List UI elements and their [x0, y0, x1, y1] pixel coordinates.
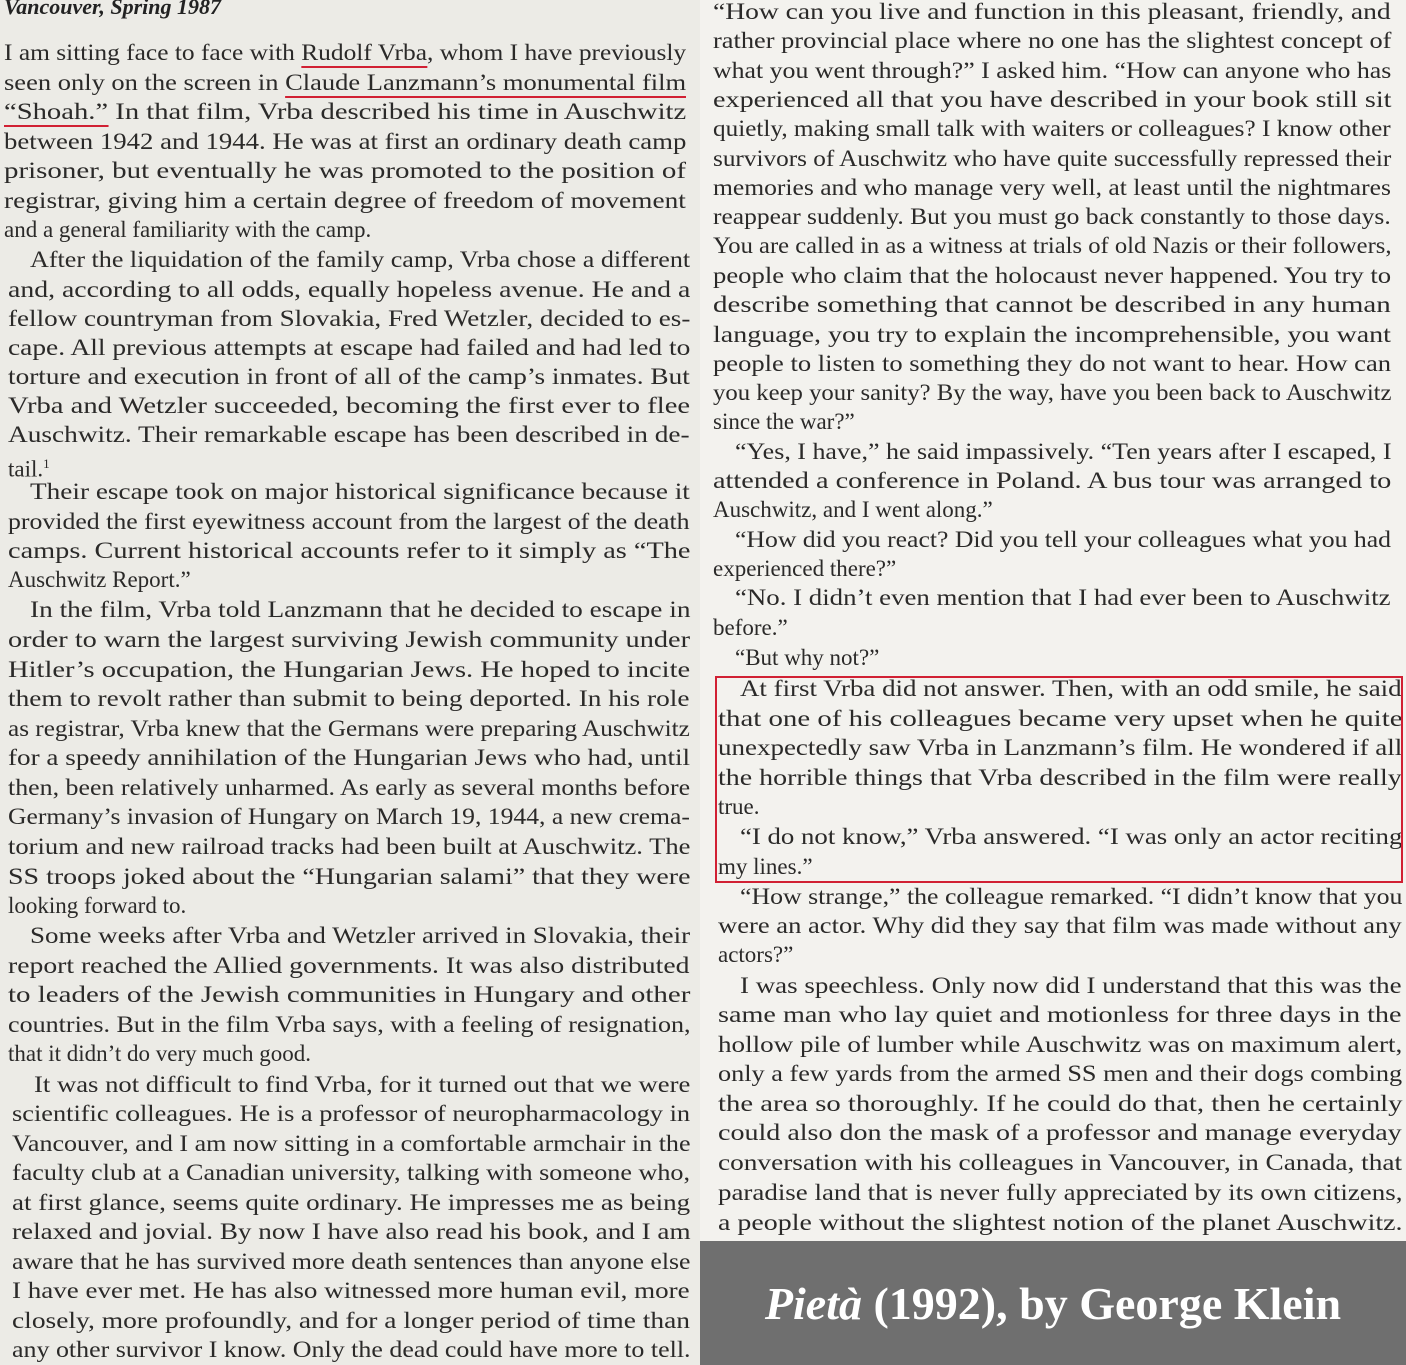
- text-line: [718, 704, 1403, 733]
- text-line: [713, 202, 1391, 231]
- text-segment: as registrar, Vrba knew that the Germans were preparing Auschwitz: [8, 716, 690, 741]
- text-segment: Vancouver, and I am now sitting in a comfortable armchair in the: [12, 1131, 691, 1156]
- section-heading: Vancouver, Spring 1987: [4, 0, 221, 19]
- text-line: [713, 231, 1392, 260]
- text-segment: “How did you react? Did you tell your colleagues what you had: [735, 527, 1391, 552]
- text-line: [8, 891, 186, 920]
- text-segment: At first Vrba did not answer. Then, with an odd smile, he said: [740, 676, 1402, 701]
- caption-title: Pietà: [764, 1277, 862, 1329]
- text-line: [713, 26, 1391, 55]
- text-segment: In the film, Vrba told Lanzmann that he decided to escape in: [30, 597, 691, 622]
- text-line: [4, 68, 686, 97]
- text-segment: hollow pile of lumber while Auschwitz was on maximum alert,: [718, 1032, 1403, 1057]
- text-segment: prisoner, but eventually he was promoted to the position of: [4, 158, 687, 183]
- text-line: [713, 0, 1391, 26]
- text-line: [740, 674, 1402, 703]
- text-segment: before.”: [713, 615, 788, 640]
- text-line: [718, 1148, 1402, 1177]
- text-line: [12, 1335, 691, 1364]
- text-segment: conversation with his colleagues in Vancouver, in Canada, that: [718, 1150, 1403, 1175]
- text-line: [8, 655, 690, 684]
- text-line: [12, 1217, 691, 1246]
- text-line: [12, 1129, 690, 1158]
- text-segment: registrar, giving him a certain degree of freedom of movement: [4, 188, 686, 213]
- text-segment: “No. I didn’t even mention that I had ever been to Auschwitz: [735, 585, 1391, 610]
- footnote-marker: 1: [43, 456, 50, 471]
- text-line: [713, 495, 993, 524]
- text-segment: After the liquidation of the family camp, Vrba chose a different: [30, 247, 691, 272]
- text-segment: “But why not?”: [735, 645, 880, 670]
- text-line: [8, 625, 690, 654]
- text-line: [718, 940, 793, 969]
- text-line: [718, 852, 813, 881]
- text-segment: Vrba and Wetzler succeeded, becoming the first ever to flee: [8, 393, 691, 418]
- text-segment: the area so thoroughly. If he could do that, then he certainly: [718, 1091, 1403, 1116]
- text-line: [8, 420, 690, 449]
- text-segment: were an actor. Why did they say that film was made without any: [718, 913, 1402, 938]
- text-segment: scientific colleagues. He is a professor of neuropharmacology in: [12, 1101, 691, 1126]
- text-line: [30, 921, 690, 950]
- text-segment: for a speedy annihilation of the Hungarian Jews who had, until: [8, 745, 691, 770]
- text-line: [713, 349, 1391, 378]
- text-line: [4, 156, 686, 185]
- text-segment: “I do not know,” Vrba answered. “I was only an actor reciting: [740, 824, 1403, 849]
- text-line: [8, 1010, 691, 1039]
- text-line: [735, 583, 1391, 612]
- text-segment: and a general familiarity with the camp.: [4, 217, 372, 242]
- caption-banner: [700, 1241, 1406, 1365]
- text-line: [713, 407, 855, 436]
- text-line: [735, 437, 1392, 466]
- text-line: [8, 743, 690, 772]
- text-segment: between 1942 and 1944. He was at first an ordinary death camp: [4, 129, 687, 154]
- text-line: [4, 127, 686, 156]
- text-line: [713, 114, 1391, 143]
- text-line: [740, 971, 1402, 1000]
- text-segment: You are called in as a witness at trials of old Nazis or their followers,: [713, 233, 1392, 258]
- text-segment: , whom I have previously: [427, 40, 687, 65]
- text-line: [718, 733, 1402, 762]
- text-line: [713, 85, 1391, 114]
- text-line: [34, 1070, 690, 1099]
- text-segment: language, you try to explain the incomprehensible, you want: [713, 322, 1391, 347]
- text-segment: experienced all that you have described in your book still sit: [713, 87, 1392, 112]
- text-segment: same man who lay quiet and motionless for three days in the: [718, 1002, 1402, 1027]
- text-line: [713, 466, 1391, 495]
- text-line: [8, 714, 690, 743]
- caption-text: [765, 1277, 1341, 1330]
- text-segment: Auschwitz Report.”: [8, 567, 191, 592]
- text-segment: tail.: [8, 456, 44, 482]
- text-segment: people who claim that the holocaust never happened. You try to: [713, 263, 1392, 288]
- underlined-phrase: “Shoah.”: [4, 99, 108, 127]
- text-line: [8, 391, 690, 420]
- text-segment: looking forward to.: [8, 893, 187, 918]
- text-line: [12, 1306, 690, 1335]
- text-line: [12, 1188, 690, 1217]
- text-segment: memories and who manage very well, at least until the nightmares: [713, 175, 1391, 200]
- text-line: [30, 595, 690, 624]
- text-segment: Hitler’s occupation, the Hungarian Jews. He hoped to incite: [8, 657, 691, 682]
- text-segment: what you went through?” I asked him. “How can anyone who has: [713, 58, 1392, 83]
- text-line: [30, 477, 690, 506]
- text-segment: you keep your sanity? By the way, have you been back to Auschwitz: [713, 380, 1392, 405]
- text-line: [12, 1247, 690, 1276]
- text-segment: attended a conference in Poland. A bus tour was arranged to: [713, 468, 1392, 493]
- text-line: [740, 822, 1402, 851]
- text-line: [8, 832, 690, 861]
- text-segment: I am sitting face to face with: [4, 40, 302, 65]
- text-line: [713, 378, 1392, 407]
- text-segment: unexpectedly saw Vrba in Lanzmann’s film. He wondered if all: [718, 735, 1403, 760]
- text-line: [8, 449, 50, 482]
- text-line: [8, 565, 191, 594]
- text-line: [713, 613, 788, 642]
- text-line: [713, 261, 1391, 290]
- text-segment: and, according to all odds, equally hopeless avenue. He and a: [8, 277, 691, 302]
- text-segment: the horrible things that Vrba described in the film were really: [718, 765, 1402, 790]
- text-line: [718, 792, 760, 821]
- text-segment: “How can you live and function in this pleasant, friendly, and: [713, 0, 1391, 24]
- text-segment: aware that he has survived more death sentences than anyone else: [12, 1249, 691, 1274]
- text-line: [740, 882, 1402, 911]
- text-line: [4, 38, 686, 67]
- underlined-phrase: Claude Lanzmann’s monumental film: [285, 70, 686, 98]
- text-segment: torture and execution in front of all of the camp’s inmates. But: [8, 364, 690, 389]
- text-segment: Germany’s invasion of Hungary on March 19, 1944, a new crema-: [8, 804, 690, 829]
- text-segment: at first glance, seems quite ordinary. He impresses me as being: [12, 1190, 691, 1215]
- text-line: [735, 525, 1391, 554]
- text-line: [713, 56, 1391, 85]
- text-segment: fellow countryman from Slovakia, Fred Wetzler, decided to es-: [8, 306, 691, 331]
- text-segment: survivors of Auschwitz who have quite successfully repressed their: [713, 146, 1392, 171]
- text-segment: Their escape took on major historical significance because it: [30, 479, 690, 504]
- text-segment: quietly, making small talk with waiters or colleagues? I know other: [713, 116, 1391, 141]
- text-segment: relaxed and jovial. By now I have also read his book, and I am: [12, 1219, 691, 1244]
- text-line: [8, 773, 690, 802]
- text-line: [8, 862, 691, 891]
- text-line: [718, 911, 1402, 940]
- text-line: [8, 684, 690, 713]
- text-segment: that one of his colleagues became very upset when he quite: [718, 706, 1403, 731]
- text-line: [8, 980, 690, 1009]
- text-line: [713, 554, 896, 583]
- text-segment: order to warn the largest surviving Jewish community under: [8, 627, 691, 652]
- text-segment: provided the first eyewitness account from the largest of the death: [8, 509, 690, 534]
- text-line: [12, 1158, 690, 1187]
- text-segment: people to listen to something they do not want to hear. How can: [713, 351, 1392, 376]
- text-segment: actors?”: [718, 942, 794, 967]
- caption-rest: (1992), by George Klein: [861, 1277, 1342, 1329]
- text-segment: faculty club at a Canadian university, talking with someone who,: [12, 1160, 691, 1185]
- text-segment: Auschwitz, and I went along.”: [713, 497, 993, 522]
- text-line: [713, 173, 1391, 202]
- text-segment: only a few yards from the armed SS men and their dogs combing: [718, 1061, 1403, 1086]
- text-segment: report reached the Allied governments. It was also distributed: [8, 953, 690, 978]
- text-segment: them to revolt rather than submit to being deported. In his role: [8, 686, 690, 711]
- text-line: [718, 1208, 1402, 1237]
- text-segment: since the war?”: [713, 409, 855, 434]
- text-line: [718, 1178, 1402, 1207]
- text-segment: closely, more profoundly, and for a longer period of time than: [12, 1308, 691, 1333]
- text-line: [12, 1276, 690, 1305]
- text-segment: could also don the mask of a professor and manage everyday: [718, 1120, 1402, 1145]
- text-segment: I have ever met. He has also witnessed more human evil, more: [12, 1278, 690, 1303]
- text-line: [735, 643, 879, 672]
- text-segment: In that film, Vrba described his time in Auschwitz: [108, 99, 687, 124]
- text-line: [718, 1089, 1403, 1118]
- text-segment: my lines.”: [718, 854, 813, 879]
- text-line: [718, 763, 1402, 792]
- text-segment: experienced there?”: [713, 556, 897, 581]
- text-segment: I was speechless. Only now did I understand that this was the: [740, 973, 1402, 998]
- text-segment: Some weeks after Vrba and Wetzler arrived in Slovakia, their: [30, 923, 691, 948]
- text-segment: It was not difficult to find Vrba, for it turned out that we were: [34, 1072, 691, 1097]
- text-line: [4, 97, 686, 126]
- text-line: [718, 1118, 1402, 1147]
- text-line: [8, 536, 690, 565]
- text-segment: torium and new railroad tracks had been built at Auschwitz. The: [8, 834, 691, 859]
- underlined-phrase: Rudolf Vrba: [301, 40, 427, 68]
- text-segment: countries. But in the film Vrba says, with a feeling of resignation,: [8, 1012, 691, 1037]
- text-segment: any other survivor I know. Only the dead could have more to tell.: [12, 1337, 691, 1362]
- text-segment: cape. All previous attempts at escape had failed and had led to: [8, 335, 691, 360]
- text-line: [8, 275, 690, 304]
- text-line: [713, 290, 1391, 319]
- text-segment: describe something that cannot be described in any human: [713, 292, 1391, 317]
- text-line: [718, 1059, 1402, 1088]
- text-line: [713, 144, 1391, 173]
- text-segment: Auschwitz. Their remarkable escape has been described in de-: [8, 422, 690, 447]
- text-line: [8, 333, 690, 362]
- text-line: [8, 1039, 311, 1068]
- text-line: [713, 320, 1391, 349]
- text-segment: SS troops joked about the “Hungarian salami” that they were: [8, 864, 691, 889]
- text-line: [4, 215, 371, 244]
- text-line: [30, 245, 690, 274]
- text-segment: “Yes, I have,” he said impassively. “Ten years after I escaped, I: [735, 439, 1392, 464]
- text-line: [8, 951, 689, 980]
- text-segment: “How strange,” the colleague remarked. “I didn’t know that you: [740, 884, 1403, 909]
- text-segment: reappear suddenly. But you must go back constantly to those days.: [713, 204, 1391, 229]
- text-segment: camps. Current historical accounts refer to it simply as “The: [8, 538, 691, 563]
- text-segment: paradise land that is never fully appreciated by its own citizens,: [718, 1180, 1403, 1205]
- text-segment: a people without the slightest notion of the planet Auschwitz.: [718, 1210, 1403, 1235]
- text-segment: to leaders of the Jewish communities in Hungary and other: [8, 982, 691, 1007]
- text-line: [8, 304, 690, 333]
- text-line: [4, 186, 686, 215]
- text-line: [718, 1000, 1402, 1029]
- text-segment: then, been relatively unharmed. As early as several months before: [8, 775, 691, 800]
- text-segment: seen only on the screen in: [4, 70, 286, 95]
- text-line: [8, 802, 690, 831]
- text-line: [8, 362, 690, 391]
- text-segment: rather provincial place where no one has the slightest concept of: [713, 28, 1392, 53]
- text-line: [8, 507, 690, 536]
- text-segment: that it didn’t do very much good.: [8, 1041, 312, 1066]
- text-segment: true.: [718, 794, 760, 819]
- text-line: [12, 1099, 690, 1128]
- text-line: [718, 1030, 1402, 1059]
